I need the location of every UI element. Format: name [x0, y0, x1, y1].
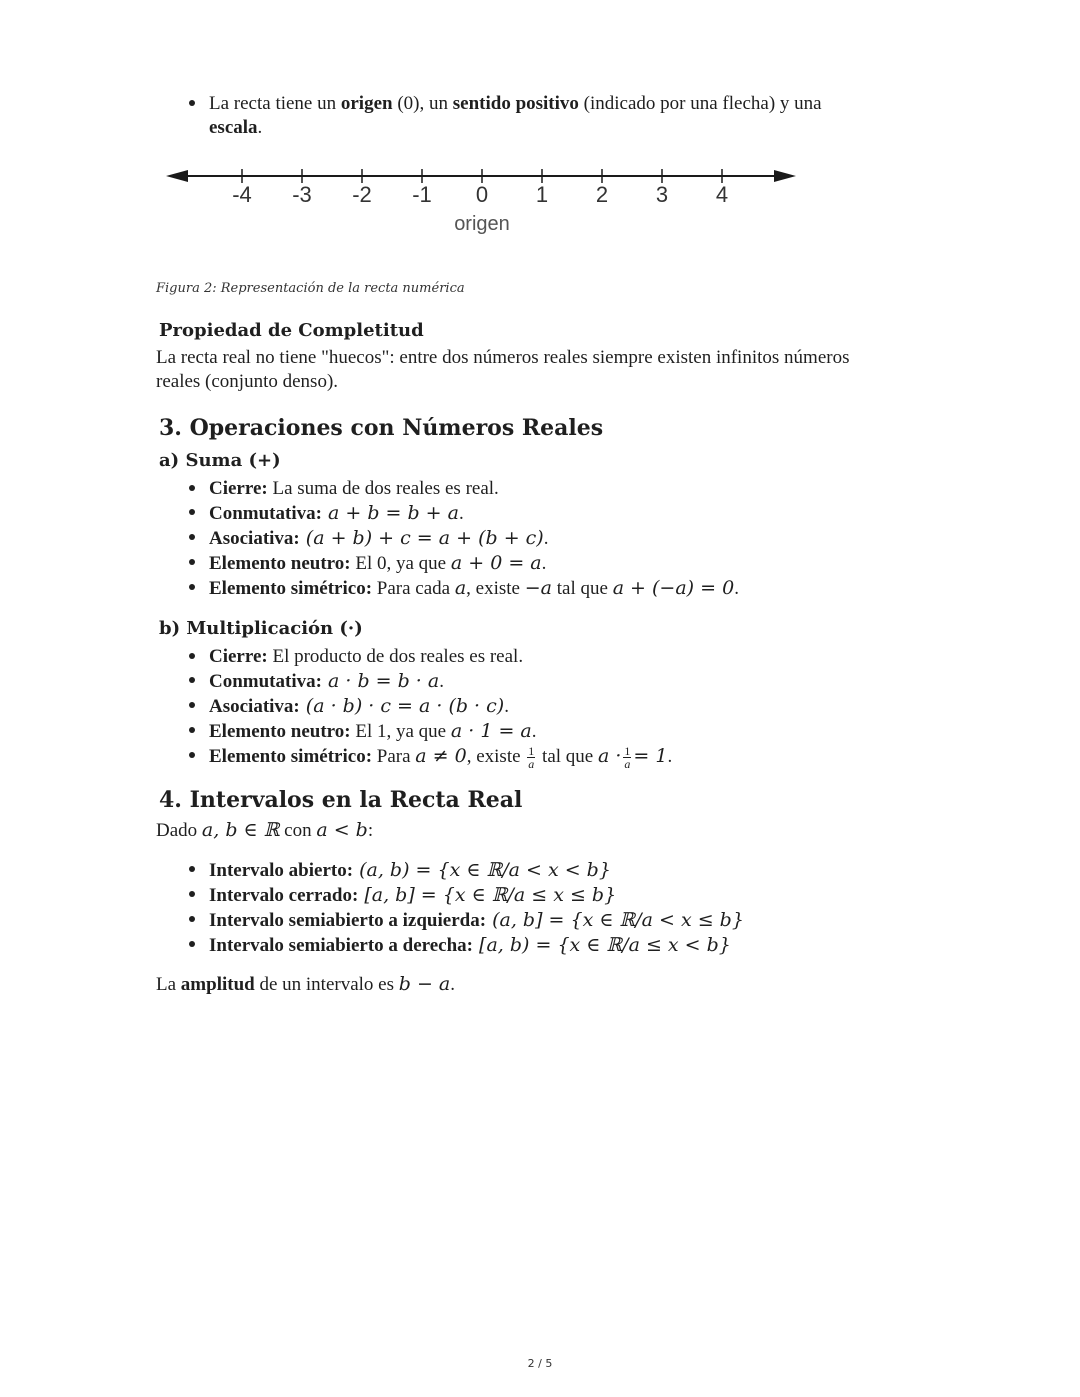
- list-item: [209, 92, 969, 140]
- fraction: [623, 745, 631, 770]
- item-label: Asociativa:: [209, 696, 300, 717]
- math-expression: (a + b) + c = a + (b + c): [299, 527, 544, 549]
- text: La: [156, 974, 181, 995]
- bullet-icon: [189, 584, 195, 590]
- bold-text: sentido positivo: [452, 93, 579, 114]
- item-label: Elemento simétrico:: [209, 746, 373, 767]
- math-expression: a · b = b · a: [321, 670, 440, 692]
- intro-bullet-list: [209, 92, 969, 140]
- bold-text: escala: [209, 117, 258, 138]
- number-line-ticks: [232, 169, 728, 207]
- tick-label: -1: [412, 182, 432, 207]
- text: de un intervalo es: [254, 974, 399, 995]
- bullet-icon: [189, 916, 195, 922]
- amplitude-text: [156, 972, 455, 997]
- multiplicacion-heading: b) Multiplicación (·): [159, 618, 363, 639]
- text: La recta real no tiene "huecos": entre dos números reales siempre existen infinitos números: [156, 347, 850, 368]
- bullet-icon: [189, 100, 195, 106]
- item-label: Intervalo abierto:: [209, 860, 354, 881]
- fraction-denominator: a: [528, 757, 535, 772]
- math-expression: a ≠ 0: [415, 745, 467, 767]
- tick-label: 0: [475, 182, 489, 207]
- section-4-heading: 4. Intervalos en la Recta Real: [159, 787, 523, 813]
- bullet-icon: [189, 727, 195, 733]
- math-expression: a: [454, 577, 467, 599]
- math-expression: a < b: [316, 819, 368, 841]
- text: con: [279, 820, 317, 841]
- tick-label: -4: [232, 182, 252, 207]
- math-expression: a + (−a) = 0: [612, 577, 735, 599]
- bullet-icon: [189, 866, 195, 872]
- fraction-numerator: 1: [624, 744, 631, 759]
- completeness-text: [156, 346, 946, 394]
- bullet-icon: [189, 653, 195, 659]
- page-number: 2 / 5: [527, 1357, 553, 1370]
- list-item: [209, 694, 969, 719]
- item-label: Intervalo semiabierto a derecha:: [209, 935, 474, 956]
- item-label: Intervalo semiabierto a izquierda:: [209, 910, 487, 931]
- item-text: , existe: [466, 578, 525, 599]
- bold-text: amplitud: [180, 974, 255, 995]
- math-expression: (a, b] = {x ∈ ℝ/a < x ≤ b}: [486, 909, 744, 931]
- tick-label: 2: [595, 182, 609, 207]
- text: .: [734, 578, 739, 599]
- bullet-icon: [189, 702, 195, 708]
- origin-label: origen: [454, 213, 510, 235]
- text: reales (conjunto denso).: [156, 371, 339, 392]
- number-line-figure: [160, 160, 810, 240]
- suma-list: [209, 477, 969, 601]
- list-item: [209, 501, 969, 526]
- list-item: [209, 645, 969, 669]
- item-text: El 0, ya que: [350, 553, 451, 574]
- item-text: Para cada: [372, 578, 455, 599]
- bullet-icon: [189, 509, 195, 515]
- figure-caption: Figura 2: Representación de la recta numérica: [156, 281, 465, 296]
- math-expression: −a: [524, 577, 552, 599]
- list-item: [209, 669, 969, 694]
- list-item: [209, 477, 969, 501]
- math-expression: = 1: [633, 745, 668, 767]
- bullet-icon: [189, 677, 195, 683]
- item-label: Cierre:: [209, 478, 268, 499]
- intervals-list: [209, 858, 1009, 958]
- bullet-icon: [189, 485, 195, 491]
- item-label: Conmutativa:: [209, 671, 322, 692]
- list-item: [209, 744, 969, 770]
- list-item: [209, 526, 969, 551]
- text: .: [257, 117, 263, 138]
- fraction-numerator: 1: [528, 744, 535, 759]
- text: .: [541, 553, 547, 574]
- math-expression: a, b ∈ ℝ: [201, 819, 280, 841]
- item-label: Elemento neutro:: [209, 721, 351, 742]
- item-label: Elemento simétrico:: [209, 578, 373, 599]
- math-expression: a ·: [597, 745, 622, 767]
- item-text: El producto de dos reales es real.: [267, 646, 524, 667]
- bullet-icon: [189, 534, 195, 540]
- left-arrow-icon: [166, 170, 188, 182]
- bullet-icon: [189, 891, 195, 897]
- section-3-heading: 3. Operaciones con Números Reales: [159, 415, 604, 441]
- item-label: Intervalo cerrado:: [209, 885, 359, 906]
- list-item: [209, 551, 969, 576]
- completeness-heading: Propiedad de Completitud: [159, 320, 424, 341]
- item-label: Conmutativa:: [209, 503, 322, 524]
- text: (indicado por una flecha) y una: [578, 93, 822, 114]
- text: .: [543, 528, 549, 549]
- item-label: Cierre:: [209, 646, 268, 667]
- list-item: [209, 883, 1009, 908]
- math-expression: b − a: [398, 973, 451, 995]
- text: .: [450, 974, 456, 995]
- item-label: Asociativa:: [209, 528, 300, 549]
- text: La recta tiene un: [209, 93, 341, 114]
- tick-label: 4: [715, 182, 729, 207]
- text: .: [531, 721, 537, 742]
- list-item: [209, 719, 969, 744]
- tick-label: 1: [535, 182, 549, 207]
- text: .: [458, 503, 464, 524]
- math-expression: [a, b) = {x ∈ ℝ/a ≤ x < b}: [473, 934, 731, 956]
- item-label: Elemento neutro:: [209, 553, 351, 574]
- item-text: El 1, ya que: [350, 721, 451, 742]
- text: .: [667, 746, 673, 767]
- tick-label: 3: [655, 182, 669, 207]
- fraction: [527, 745, 535, 770]
- list-item: [209, 858, 1009, 883]
- math-expression: [a, b] = {x ∈ ℝ/a ≤ x ≤ b}: [358, 884, 617, 906]
- item-text: , existe: [466, 746, 526, 767]
- bullet-icon: [189, 941, 195, 947]
- text: (0), un: [392, 93, 453, 114]
- text: .: [504, 696, 509, 717]
- bullet-icon: [189, 752, 195, 758]
- math-expression: a + b = b + a: [321, 502, 459, 524]
- text: :: [367, 820, 374, 841]
- math-expression: a · 1 = a: [450, 720, 532, 742]
- bullet-icon: [189, 559, 195, 565]
- list-item: [209, 576, 969, 601]
- list-item: [209, 933, 1009, 958]
- tick-label: -3: [292, 182, 312, 207]
- suma-heading: a) Suma (+): [159, 450, 281, 471]
- fraction-denominator: a: [624, 757, 631, 772]
- math-expression: (a · b) · c = a · (b · c): [299, 695, 505, 717]
- text: .: [439, 671, 444, 692]
- item-text: tal que: [537, 746, 598, 767]
- tick-label: -2: [352, 182, 372, 207]
- item-text: tal que: [552, 578, 613, 599]
- item-text: La suma de dos reales es real.: [267, 478, 499, 499]
- right-arrow-icon: [774, 170, 796, 182]
- multiplicacion-list: [209, 645, 969, 770]
- math-expression: a + 0 = a: [450, 552, 542, 574]
- intervals-intro: [156, 818, 373, 843]
- bold-text: origen: [340, 93, 393, 114]
- list-item: [209, 908, 1009, 933]
- math-expression: (a, b) = {x ∈ ℝ/a < x < b}: [353, 859, 611, 881]
- text: Dado: [156, 820, 202, 841]
- item-text: Para: [372, 746, 416, 767]
